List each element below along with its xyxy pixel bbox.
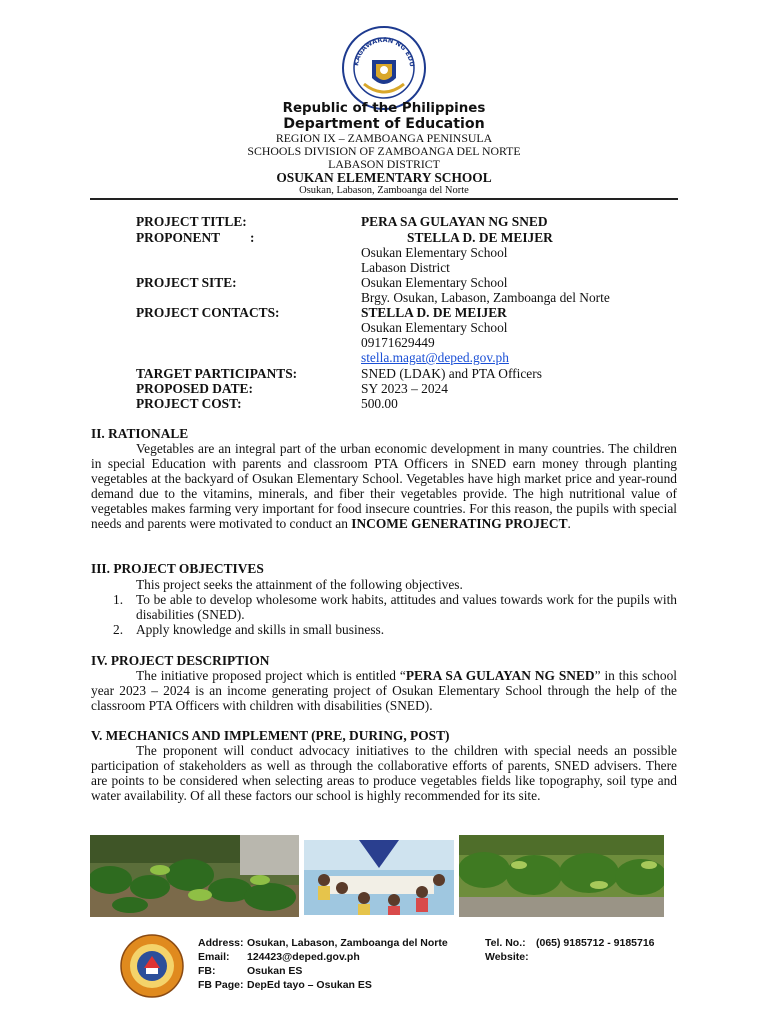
description-pre: The initiative proposed project which is entitled “ [136,668,406,683]
objective-number: 1. [113,592,124,607]
proponent-district: Labason District [361,260,450,275]
objective-text: To be able to develop wholesome work habits, attitudes and values towards work for the pupils with disabilities (SNED). [136,592,677,623]
objective-text: Apply knowledge and skills in small business. [136,622,385,638]
proponent-label: PROPONENT : [136,230,255,245]
republic-title: Republic of the Philippines [282,101,486,116]
rationale-end: . [567,516,571,532]
footer-address-value: Osukan, Labason, Zamboanga del Norte [247,937,448,949]
footer-fbpage-label: FB Page: [198,979,244,991]
objective-number: 2. [113,622,124,638]
description-project-title: PERA SA GULAYAN NG SNED [405,668,595,683]
footer-tel-label: Tel. No.: [485,937,526,949]
school-logo [120,934,184,998]
footer-fbpage-value: DepEd tayo – Osukan ES [247,979,372,991]
footer-email-label: Email: [198,951,230,963]
objectives-intro: This project seeks the attainment of the following objectives. [136,577,463,592]
proponent-name: STELLA D. DE MEIJER [407,230,553,245]
contacts-name: STELLA D. DE MEIJER [361,305,507,320]
contacts-school: Osukan Elementary School [361,320,508,335]
footer-website-label: Website: [485,951,529,963]
description-paragraph [91,668,677,713]
department-title: Department of Education [283,116,485,132]
objectives-heading: III. PROJECT OBJECTIVES [91,561,264,576]
project-contacts-label: PROJECT CONTACTS: [136,305,280,320]
footer-fb-value: Osukan ES [247,965,303,977]
rationale-text: Vegetables are an integral part of the urban economic development in many countries. The children in special Education with parents and classroom PTA Officers in SNED earn money through planting vegetables at the backyard of Osukan Elementary School. Vegetables have high market price and year-round demand due to the vitamins, minerals, and fiber their vegetables provide. The high nutritional value of vegetables makes farming very important for food insecure countries. For this reason, the pupils with special needs and parents were motivated to conduct an [91,441,677,532]
target-participants-value: SNED (LDAK) and PTA Officers [361,366,542,381]
rationale-paragraph [91,441,677,532]
footer-email-value: 124423@deped.gov.ph [247,951,360,963]
mechanics-text: The proponent will conduct advocacy initiatives to the children with special needs an possible participation of stakeholders as well as through the collaborative efforts of parents, SNED advisers. There are points to be considered when selecting areas to produce vegetables fields like topography, soil type and water availability. Of all these factors our school is highly recommended for its site. [91,743,677,804]
project-title-label: PROJECT TITLE: [136,214,247,229]
header-divider [90,198,678,200]
garden-photo [90,835,299,917]
project-cost-value: 500.00 [361,396,398,411]
classroom-photo [304,840,454,915]
seedlings-photo [459,835,664,917]
project-cost-label: PROJECT COST: [136,396,242,411]
contacts-phone: 09171629449 [361,335,435,350]
objective-item [109,622,677,637]
deped-seal [342,26,426,110]
rationale-emphasis: INCOME GENERATING PROJECT [351,516,568,532]
proposed-date-value: SY 2023 – 2024 [361,381,448,396]
district-line: LABASON DISTRICT [328,157,440,171]
school-address: Osukan, Labason, Zamboanga del Norte [299,185,469,196]
rationale-heading: II. RATIONALE [91,426,189,441]
objectives-list [109,592,677,637]
school-name: OSUKAN ELEMENTARY SCHOOL [276,170,492,185]
description-post: ” in this school year 2023 – 2024 is an income generating project of Osukan Elementary School through the help of the classroom PTA Officers with children with disabilities (SNED). [91,668,677,714]
region-line: REGION IX – ZAMBOANGA PENINSULA [275,131,493,145]
description-heading: IV. PROJECT DESCRIPTION [91,653,270,668]
svg-text:KAGAWARAN NG EDUKASYON: KAGAWARAN NG EDU [352,35,417,68]
project-site-label: PROJECT SITE: [136,275,237,290]
contacts-email-link[interactable]: stella.magat@deped.gov.ph [361,350,509,365]
target-participants-label: TARGET PARTICIPANTS: [136,366,298,381]
site-address: Brgy. Osukan, Labason, Zamboanga del Norte [361,290,610,305]
mechanics-paragraph [91,743,677,803]
site-school: Osukan Elementary School [361,275,508,290]
objective-item [109,592,677,622]
footer-address-label: Address: [198,937,244,949]
footer-tel-value: (065) 9185712 - 9185716 [536,937,655,949]
project-title-value: PERA SA GULAYAN NG SNED [361,214,548,229]
footer-fb-label: FB: [198,965,216,977]
proposed-date-label: PROPOSED DATE: [136,381,253,396]
division-line: SCHOOLS DIVISION OF ZAMBOANGA DEL NORTE [247,144,521,158]
proponent-school: Osukan Elementary School [361,245,508,260]
mechanics-heading: V. MECHANICS AND IMPLEMENT (PRE, DURING, POST) [91,728,450,743]
